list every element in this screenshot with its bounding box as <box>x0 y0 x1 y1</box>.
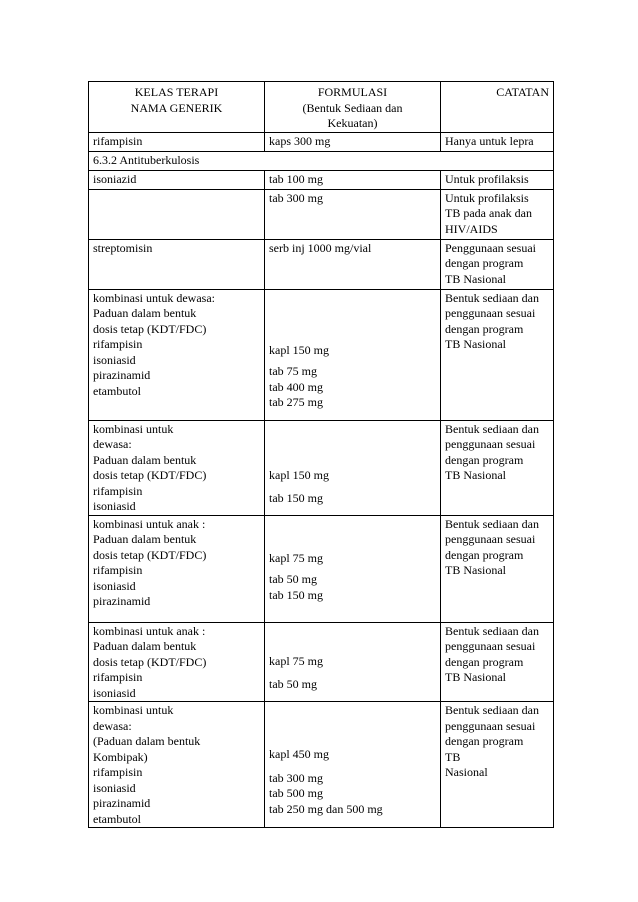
table-row <box>89 420 554 515</box>
cell-text-line: tab 50 mg <box>269 572 317 586</box>
cell-text-line: dosis tetap (KDT/FDC) <box>93 547 207 562</box>
cell-generic <box>89 420 265 515</box>
table-row <box>89 289 554 420</box>
cell-spacer <box>269 422 436 468</box>
cell-text-line: (Bentuk Sediaan dan <box>302 100 403 115</box>
header-kelas-terapi <box>89 82 265 133</box>
cell-text-line: tab 50 mg <box>269 677 317 691</box>
cell-text-line: TB Nasional <box>445 337 506 351</box>
cell-text-line: isoniasid <box>93 780 136 795</box>
cell-text-line: Untuk profilaksis <box>445 171 529 186</box>
cell-text-line: tab 400 mg <box>269 379 323 394</box>
cell-text-line: Bentuk sediaan dan <box>445 516 539 531</box>
cell-text-line: Bentuk sediaan dan <box>445 290 539 305</box>
cell-text-line: rifampisin <box>93 483 143 498</box>
table-row <box>89 622 554 702</box>
cell-note <box>441 702 554 828</box>
cell-spacer <box>269 517 436 551</box>
drug-table <box>88 81 554 828</box>
cell-text-line: Paduan dalam bentuk <box>93 306 197 320</box>
cell-text-line: rifampisin <box>93 670 143 684</box>
cell-generic <box>89 702 265 828</box>
cell-text-line: penggunaan sesuai <box>445 718 536 733</box>
cell-formulation <box>265 622 441 702</box>
cell-text-line: dengan program <box>445 654 524 669</box>
cell-text-line: dengan program <box>445 734 524 748</box>
cell-text-line: TB Nasional <box>445 468 506 482</box>
cell-text-line: 6.3.2 Antituberkulosis <box>93 152 200 167</box>
cell-formulation <box>265 189 441 239</box>
cell-text-line: HIV/AIDS <box>445 221 498 236</box>
cell-text-line: TB <box>445 749 461 764</box>
cell-text-line: TB pada anak dan <box>445 206 532 220</box>
cell-text-line: rifampisin <box>93 563 143 577</box>
table-header-row <box>89 82 554 133</box>
cell-text-line: penggunaan sesuai <box>445 639 536 653</box>
cell-text-line: etambutol <box>93 383 141 398</box>
cell-text-line: kapl 450 mg <box>269 747 329 761</box>
cell-text-line: isoniazid <box>93 171 137 186</box>
cell-generic <box>89 170 265 189</box>
cell-text-line: pirazinamid <box>93 594 151 608</box>
cell-spacer <box>269 763 436 771</box>
cell-text-line: rifampisin <box>93 133 143 148</box>
table-row <box>89 132 554 151</box>
cell-note <box>441 420 554 515</box>
cell-text-line: dewasa: <box>93 718 132 733</box>
cell-text-line: Bentuk sediaan dan <box>445 623 539 638</box>
header-catatan <box>441 82 554 133</box>
cell-text-line: kombinasi untuk <box>93 703 174 717</box>
cell-text-line: dewasa: <box>93 437 132 451</box>
cell-formulation <box>265 289 441 420</box>
cell-generic <box>89 289 265 420</box>
cell-text-line: kapl 75 mg <box>269 550 323 565</box>
cell-text-line: kapl 150 mg <box>269 342 329 357</box>
cell-generic <box>89 622 265 702</box>
cell-text-line: Paduan dalam bentuk <box>93 532 197 546</box>
cell-text-line: tab 300 mg <box>269 770 323 785</box>
cell-text-line: tab 150 mg <box>269 491 323 505</box>
cell-text-line: Paduan dalam bentuk <box>93 639 197 653</box>
section-row <box>89 151 554 170</box>
cell-text-line: kombinasi untuk dewasa: <box>93 290 215 305</box>
cell-text-line: kombinasi untuk anak : <box>93 623 206 638</box>
cell-generic <box>89 239 265 289</box>
cell-text-line: tab 275 mg <box>269 395 323 409</box>
cell-spacer <box>269 669 436 677</box>
cell-text-line: isoniasid <box>93 578 136 593</box>
cell-text-line: FORMULASI <box>317 85 388 99</box>
cell-spacer <box>269 624 436 654</box>
cell-note <box>441 132 554 151</box>
cell-text-line: Bentuk sediaan dan <box>445 421 539 436</box>
cell-formulation <box>265 132 441 151</box>
cell-text-line: dengan program <box>445 452 524 467</box>
cell-text-line: NAMA GENERIK <box>130 100 223 115</box>
cell-text-line: dengan program <box>445 321 524 336</box>
cell-text-line: tab 300 mg <box>269 190 323 205</box>
cell-note <box>441 170 554 189</box>
cell-text-line: Nasional <box>445 765 488 779</box>
cell-text-line: etambutol <box>93 811 141 826</box>
cell-note <box>441 239 554 289</box>
cell-generic <box>89 132 265 151</box>
header-formulasi <box>265 82 441 133</box>
cell-spacer <box>269 483 436 491</box>
cell-text-line: isoniasid <box>93 352 136 367</box>
cell-spacer <box>269 291 436 343</box>
cell-formulation <box>265 239 441 289</box>
table-row <box>89 515 554 622</box>
cell-text-line: streptomisin <box>93 240 153 255</box>
cell-note <box>441 515 554 622</box>
cell-generic <box>89 189 265 239</box>
cell-text-line: kombinasi untuk anak : <box>93 516 206 531</box>
cell-text-line: tab 100 mg <box>269 171 323 186</box>
cell-formulation <box>265 170 441 189</box>
cell-text-line: penggunaan sesuai <box>445 306 536 320</box>
cell-text-line: TB Nasional <box>445 670 506 684</box>
section-title <box>89 151 554 170</box>
cell-note <box>441 289 554 420</box>
cell-text-line: pirazinamid <box>93 796 151 810</box>
cell-spacer <box>269 703 436 747</box>
cell-formulation <box>265 420 441 515</box>
cell-text-line: kombinasi untuk <box>93 421 174 436</box>
cell-text-line: Kombipak) <box>93 749 148 764</box>
cell-text-line: CATATAN <box>496 85 549 99</box>
cell-text-line: tab 150 mg <box>269 587 323 602</box>
cell-text-line: Untuk profilaksis <box>445 190 529 205</box>
cell-text-line: tab 75 mg <box>269 364 317 378</box>
cell-text-line: Penggunaan sesuai <box>445 240 536 255</box>
cell-text-line: Bentuk sediaan dan <box>445 703 539 717</box>
cell-text-line: (Paduan dalam bentuk <box>93 734 201 748</box>
cell-note <box>441 189 554 239</box>
cell-text-line: isoniasid <box>93 685 136 700</box>
cell-text-line: penggunaan sesuai <box>445 532 536 546</box>
cell-text-line: dengan program <box>445 547 524 562</box>
cell-text-line: dengan program <box>445 256 524 270</box>
cell-text-line: kapl 75 mg <box>269 653 323 668</box>
cell-text-line: dosis tetap (KDT/FDC) <box>93 654 207 669</box>
cell-text-line: TB Nasional <box>445 271 506 286</box>
cell-text-line: TB Nasional <box>445 563 506 577</box>
table-row <box>89 239 554 289</box>
cell-text-line: Hanya untuk lepra <box>445 133 534 148</box>
cell-formulation <box>265 702 441 828</box>
cell-text-line: isoniasid <box>93 499 136 513</box>
cell-text-line: penggunaan sesuai <box>445 437 536 451</box>
cell-generic <box>89 515 265 622</box>
cell-text-line: dosis tetap (KDT/FDC) <box>93 321 207 336</box>
cell-text-line: kapl 150 mg <box>269 467 329 482</box>
cell-text-line: KELAS TERAPI <box>134 85 219 99</box>
table-row <box>89 170 554 189</box>
table-row <box>89 702 554 828</box>
cell-text-line: pirazinamid <box>93 368 151 382</box>
cell-text-line: dosis tetap (KDT/FDC) <box>93 468 207 482</box>
cell-note <box>441 622 554 702</box>
cell-text-line: Paduan dalam bentuk <box>93 452 197 467</box>
cell-text-line: rifampisin <box>93 765 143 779</box>
cell-text-line: serb inj 1000 mg/vial <box>269 240 372 255</box>
cell-text-line: Kekuatan) <box>327 116 378 130</box>
cell-text-line: kaps 300 mg <box>269 133 331 148</box>
cell-text-line: rifampisin <box>93 337 143 351</box>
cell-text-line: tab 250 mg dan 500 mg <box>269 801 383 816</box>
table-row <box>89 189 554 239</box>
cell-text-line: tab 500 mg <box>269 786 323 800</box>
cell-formulation <box>265 515 441 622</box>
